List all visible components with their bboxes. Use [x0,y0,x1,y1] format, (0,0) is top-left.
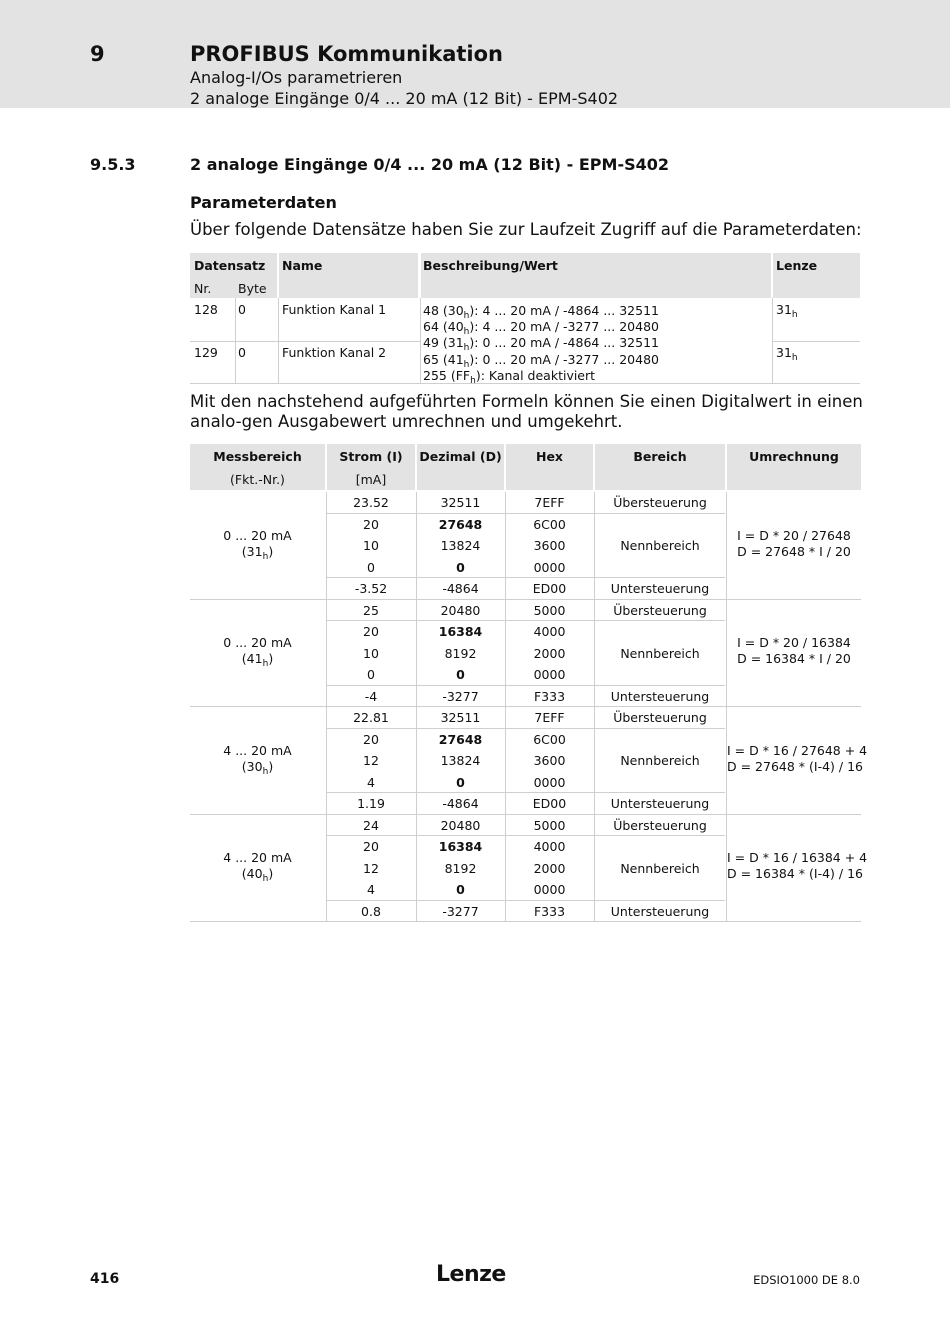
bereich-nominal: Nennbereich [620,538,700,553]
row-nr: 129 [194,345,218,360]
hex-cell: ED00 [532,581,567,596]
hex-cell: 4000 [533,624,566,639]
strom-cell: 20 [363,516,379,532]
dezimal-cell: 16384 [438,839,483,854]
hex-cell: 6C00 [533,516,566,532]
dezimal-cell: 0 [456,559,465,575]
messbereich-code: $(30_h)$ [241,758,274,777]
intro-text: Über folgende Datensätze haben Sie zur Laufzeit Zugriff auf die Parameterdaten: [190,220,862,239]
dezimal-cell: -4864 [442,796,479,811]
bereich-under: Untersteuerung [610,581,710,596]
bereich-nominal: Nennbereich [620,753,700,768]
hex-cell: F333 [533,903,566,919]
strom-cell: -3.52 [354,581,388,596]
formula-intro-text: Mit den nachstehend aufgeführten Formeln können Sie einen Digitalwert in einen analo-gen Ausgabewert umrechnen und umgekehrt. [190,392,863,431]
strom-cell: 22.81 [353,710,389,725]
chapter-number: 9 [90,42,105,66]
hex-cell: 7EFF [534,710,565,725]
formula-i: I = D * 16 / 27648 + 4 [727,742,868,758]
formula-d: D = 27648 * (I-4) / 16 [727,758,863,774]
header-byte: Byte [238,281,267,296]
chapter-header [0,0,950,108]
chapter-title: PROFIBUS Kommunikation [190,42,504,66]
messbereich-range: 4 ... 20 mA [223,850,292,866]
hex-cell: 3600 [533,538,566,553]
strom-cell: 20 [363,839,379,854]
header-umrechnung: Umrechnung [749,449,839,464]
strom-cell: 23.52 [353,495,389,510]
hex-cell: 0000 [533,559,566,575]
page-number: 416 [90,1271,120,1287]
parameter-heading: Parameterdaten [190,193,337,212]
header-hex: Hex [535,449,563,464]
dezimal-cell: 8192 [444,645,477,661]
header-datensatz: Datensatz [194,258,266,273]
hex-cell: 0000 [533,882,566,897]
bereich-nominal: Nennbereich [620,645,700,661]
dezimal-cell: 20480 [440,817,481,833]
dezimal-cell: 27648 [438,516,483,532]
section-number: 9.5.3 [90,155,136,174]
document-id: EDSIO1000 DE 8.0 [753,1273,860,1287]
dezimal-cell: 16384 [438,624,483,639]
dezimal-cell: -4864 [442,581,479,596]
formula-i: I = D * 20 / 27648 [737,527,851,543]
value-line: 64 $(40_h)$: 4 ... 20 mA / -3277 ... 20480 [423,319,659,337]
formula-d: D = 27648 * I / 20 [737,543,851,559]
hex-cell: 2000 [533,645,566,661]
bereich-under: Untersteuerung [610,903,710,919]
bereich-over: Übersteuerung [613,495,707,510]
dezimal-cell: -3277 [442,903,479,919]
bereich-nominal: Nennbereich [620,860,700,876]
strom-cell: 4 [367,774,375,790]
hex-cell: F333 [533,688,566,704]
strom-cell: 1.19 [357,796,385,811]
strom-cell: 20 [363,624,379,639]
value-line: 48 $(30_h)$: 4 ... 20 mA / -4864 ... 32511 [423,303,659,321]
hex-cell: 2000 [533,860,566,876]
formula-i: I = D * 16 / 16384 + 4 [727,850,868,866]
messbereich-range: 0 ... 20 mA [223,635,292,651]
bereich-over: Übersteuerung [613,710,707,725]
header-nr: Nr. [194,281,212,296]
strom-cell: 20 [363,731,379,747]
messbereich-code: $(31_h)$ [241,543,274,562]
strom-cell: 24 [363,817,379,833]
strom-cell: 4 [367,882,375,897]
header-messbereich: Messbereich [213,449,302,464]
bereich-over: Übersteuerung [613,602,707,618]
row-byte: 0 [238,302,246,317]
header-name: Name [282,258,323,273]
strom-cell: 0.8 [361,903,381,919]
strom-cell: 25 [363,602,379,618]
hex-cell: 5000 [533,602,566,618]
formula-i: I = D * 20 / 16384 [737,635,851,651]
value-line: 255 $(FF_h)$: Kanal deaktiviert [423,368,596,386]
row-lenze: $31_h$ [776,302,798,320]
dezimal-cell: 13824 [440,538,481,553]
dezimal-cell: 32511 [440,710,481,725]
messbereich-code: $(41_h)$ [241,651,274,670]
lenze-logo: Lenze [436,1262,506,1287]
strom-cell: -4 [364,688,378,704]
chapter-subtitle-2: 2 analoge Eingänge 0/4 ... 20 mA (12 Bit) - EPM-S402 [190,89,619,108]
hex-cell: 7EFF [534,495,565,510]
messbereich-range: 0 ... 20 mA [223,527,292,543]
header-strom: Strom (I) [339,449,403,464]
header-bereich: Bereich [633,449,687,464]
strom-cell: 0 [367,559,375,575]
dezimal-cell: 32511 [440,495,481,510]
formula-d: D = 16384 * I / 20 [737,651,851,667]
row-name: Funktion Kanal 1 [282,302,387,317]
section-title: 2 analoge Eingänge 0/4 ... 20 mA (12 Bit) - EPM-S402 [190,155,670,174]
formula-d: D = 16384 * (I-4) / 16 [727,866,863,882]
dezimal-cell: 0 [456,774,465,790]
dezimal-cell: 20480 [440,602,481,618]
hex-cell: 4000 [533,839,566,854]
strom-cell: 12 [363,753,379,768]
messbereich-code: $(40_h)$ [241,866,274,885]
header-lenze: Lenze [776,258,818,273]
header-beschreibung: Beschreibung/Wert [423,258,558,273]
dezimal-cell: 27648 [438,731,483,747]
dezimal-cell: 0 [456,882,465,897]
strom-cell: 10 [363,645,379,661]
hex-cell: ED00 [532,796,567,811]
strom-cell: 12 [363,860,379,876]
value-line: 49 $(31_h)$: 0 ... 20 mA / -4864 ... 32511 [423,335,659,353]
bereich-under: Untersteuerung [610,688,710,704]
value-line: 65 $(41_h)$: 0 ... 20 mA / -3277 ... 20480 [423,352,659,370]
dezimal-cell: 8192 [444,860,477,876]
dezimal-cell: 0 [456,667,465,682]
bereich-under: Untersteuerung [610,796,710,811]
bereich-over: Übersteuerung [613,817,707,833]
hex-cell: 3600 [533,753,566,768]
hex-cell: 5000 [533,817,566,833]
dezimal-cell: 13824 [440,753,481,768]
row-nr: 128 [194,302,218,317]
dezimal-cell: -3277 [442,688,479,704]
hex-cell: 0000 [533,667,566,682]
row-name: Funktion Kanal 2 [282,345,387,360]
strom-cell: 10 [363,538,379,553]
chapter-subtitle-1: Analog-I/Os parametrieren [190,68,403,87]
strom-cell: 0 [367,667,375,682]
hex-cell: 0000 [533,774,566,790]
hex-cell: 6C00 [533,731,566,747]
row-byte: 0 [238,345,246,360]
header-dezimal: Dezimal (D) [419,449,502,464]
row-lenze: $31_h$ [776,345,798,363]
header-strom-unit: [mA] [355,472,387,487]
messbereich-range: 4 ... 20 mA [223,742,292,758]
header-fkt-nr: (Fkt.-Nr.) [230,472,285,487]
